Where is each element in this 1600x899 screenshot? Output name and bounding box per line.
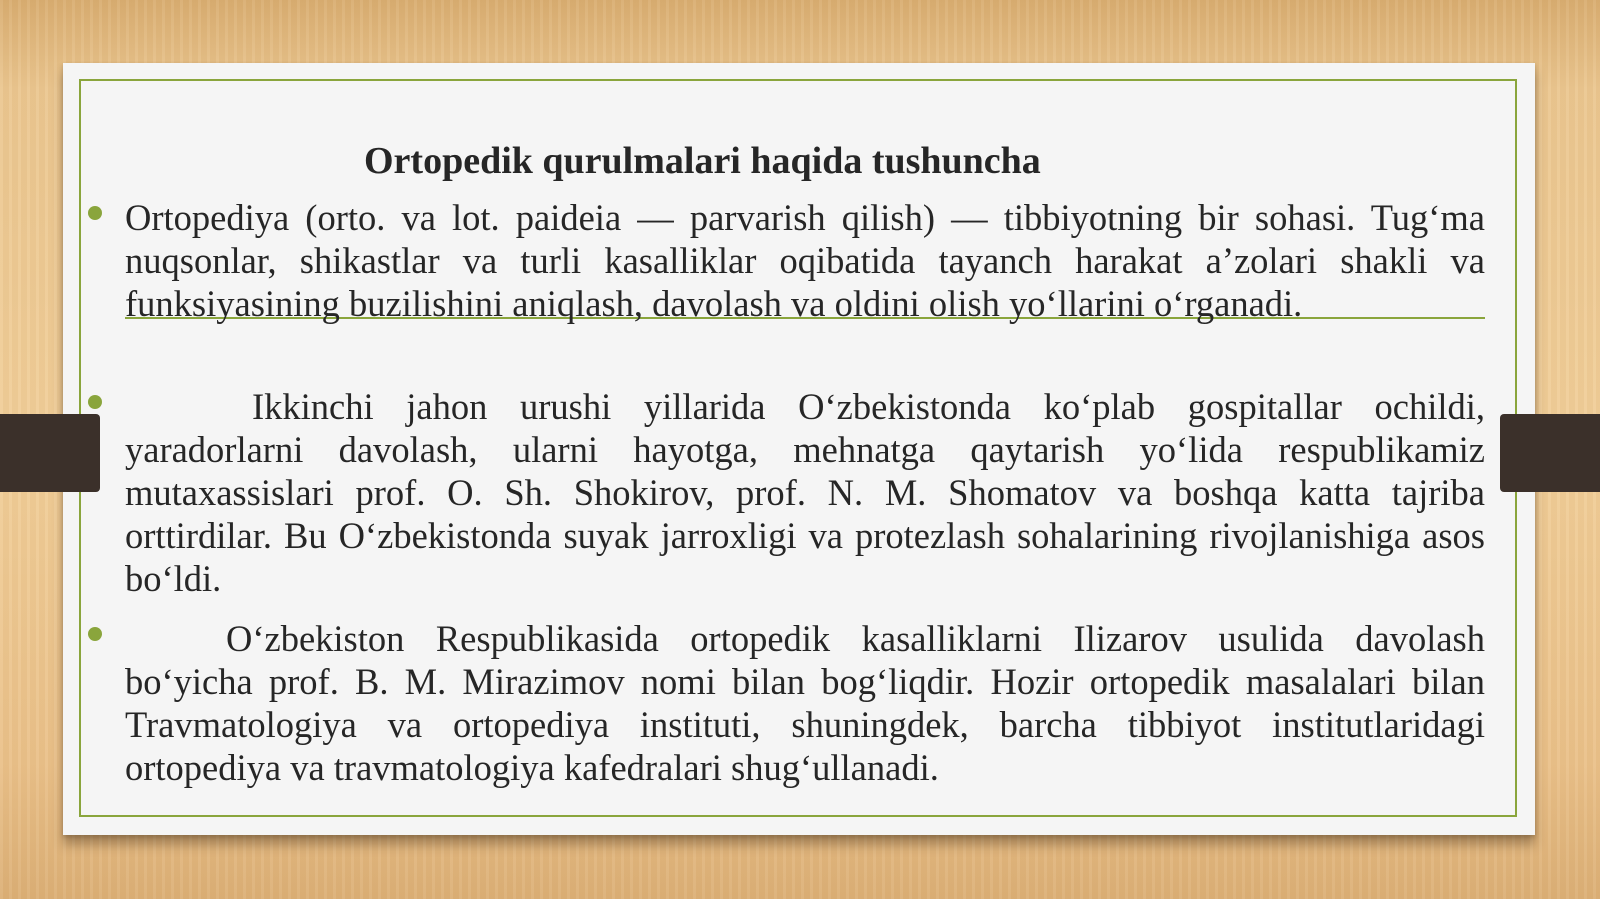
bullet-dot-icon <box>88 206 102 220</box>
paragraph-3-text: O‘zbekiston Respublikasida ortopedik kasalliklarni Ilizarov usulida davolash bo‘yicha prof. B. M. Mirazimov nomi bilan bog‘liqdir. Hozir ortopedik masalalari bilan Travmatologiya va ortopediya instituti, shuningdek, barcha tibbiyot institutlaridagi ortopediya va travmatologiya kafedralari shug‘ullanadi. <box>125 618 1485 788</box>
paragraph-3 <box>125 617 1485 789</box>
slide-title: Ortopedik qurulmalari haqida tushuncha <box>364 140 1041 182</box>
paragraph-2-text: Ikkinchi jahon urushi yillarida O‘zbekistonda ko‘plab gospitallar ochildi, yaradorlarni davolash, ularni hayotga, mehnatga qaytarish yo‘lida respublikamiz mutaxassislari prof. O. Sh. Shokirov, prof. N. M. Shomatov va boshqa katta tajriba orttirdilar. Bu O‘zbekistonda suyak jarroxligi va protezlash sohalarining rivojlanishiga asos bo‘ldi. <box>125 386 1485 599</box>
paragraph-1 <box>125 196 1485 325</box>
paragraph-2 <box>125 385 1485 600</box>
paragraph-1-text: Ortopediya (orto. va lot. paideia — parvarish qilish) — tibbiyotning bir sohasi. Tug‘ma nuqsonlar, shikastlar va turli kasalliklar oqibatida tayanch harakat a’zolari shakli va funksiyasining buzilishini aniqlash, davolash va oldini olish yo‘llarini o‘rganadi. <box>125 197 1485 324</box>
bullet-dot-icon <box>88 627 102 641</box>
binder-clip-left <box>0 414 100 492</box>
binder-clip-right <box>1500 414 1600 492</box>
bullet-dot-icon <box>88 395 102 409</box>
